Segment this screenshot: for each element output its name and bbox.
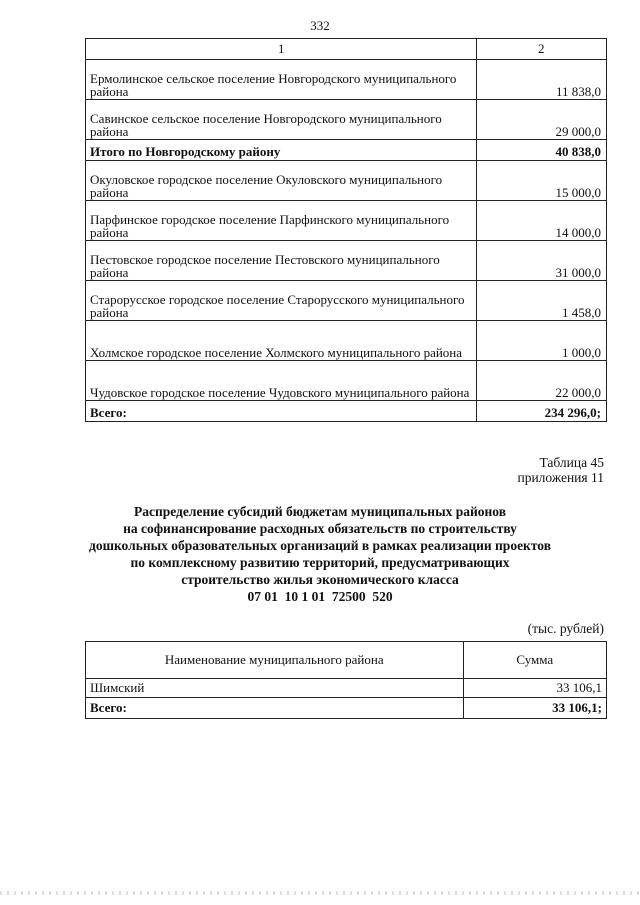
total-amount: 234 296,0;	[477, 401, 607, 422]
amount: 22 000,0	[477, 361, 607, 401]
table-caption-number: Таблица 45	[539, 455, 604, 470]
subtotal-row	[86, 140, 607, 161]
table-row	[86, 321, 607, 361]
amount: 29 000,0	[477, 100, 607, 140]
amount: 14 000,0	[477, 201, 607, 241]
total-row	[86, 401, 607, 422]
table-row	[86, 100, 607, 140]
table-row	[86, 241, 607, 281]
settlement-name: Савинское сельское поселение Новгородского муниципального района	[86, 100, 477, 140]
total-amount: 33 106,1;	[463, 698, 606, 719]
column-header: 2	[477, 39, 607, 60]
table-row	[86, 281, 607, 321]
settlement-name: Холмское городское поселение Холмского муниципального района	[86, 321, 477, 361]
column-header: Сумма	[463, 642, 606, 679]
table-header-row	[86, 642, 607, 679]
subtotal-amount: 40 838,0	[477, 140, 607, 161]
title-line: дошкольных образовательных организаций в рамках реализации проектов	[88, 538, 551, 553]
column-header: 1	[86, 39, 477, 60]
amount: 1 458,0	[477, 281, 607, 321]
amount: 31 000,0	[477, 241, 607, 281]
budget-code: 07 01 10 1 01 72500 520	[247, 589, 393, 604]
total-label: Всего:	[86, 698, 464, 719]
amount: 15 000,0	[477, 161, 607, 201]
document-title	[0, 503, 640, 605]
units-label: (тыс. рублей)	[527, 621, 604, 636]
subsidy-table-45	[85, 641, 607, 719]
settlement-name: Чудовское городское поселение Чудовского муниципального района	[86, 361, 477, 401]
page-number: 332	[310, 18, 330, 33]
column-header: Наименование муниципального района	[86, 642, 464, 679]
table-row	[86, 679, 607, 698]
settlement-name: Пестовское городское поселение Пестовского муниципального района	[86, 241, 477, 281]
settlement-name: Ермолинское сельское поселение Новгородского муниципального района	[86, 60, 477, 100]
title-line: Распределение субсидий бюджетам муниципальных районов	[133, 504, 507, 519]
amount: 33 106,1	[463, 679, 606, 698]
title-line: строительство жилья экономического класса	[181, 572, 459, 587]
table-row	[86, 161, 607, 201]
table-header-row	[86, 39, 607, 60]
table-row	[86, 201, 607, 241]
amount: 11 838,0	[477, 60, 607, 100]
subsidy-table-continued	[85, 38, 607, 422]
settlement-name: Старорусское городское поселение Старорусского муниципального района	[86, 281, 477, 321]
total-label: Всего:	[86, 401, 477, 422]
table-row	[86, 60, 607, 100]
table-row	[86, 361, 607, 401]
settlement-name: Парфинское городское поселение Парфинского муниципального района	[86, 201, 477, 241]
title-line: на софинансирование расходных обязательств по строительству	[123, 521, 517, 536]
table-caption-appendix: приложения 11	[517, 470, 604, 485]
scan-artifact-divider	[0, 891, 640, 895]
settlement-name: Окуловское городское поселение Окуловского муниципального района	[86, 161, 477, 201]
subtotal-label: Итого по Новгородскому району	[86, 140, 477, 161]
amount: 1 000,0	[477, 321, 607, 361]
district-name: Шимский	[86, 679, 464, 698]
title-line: по комплексному развитию территорий, предусматривающих	[130, 555, 510, 570]
total-row	[86, 698, 607, 719]
